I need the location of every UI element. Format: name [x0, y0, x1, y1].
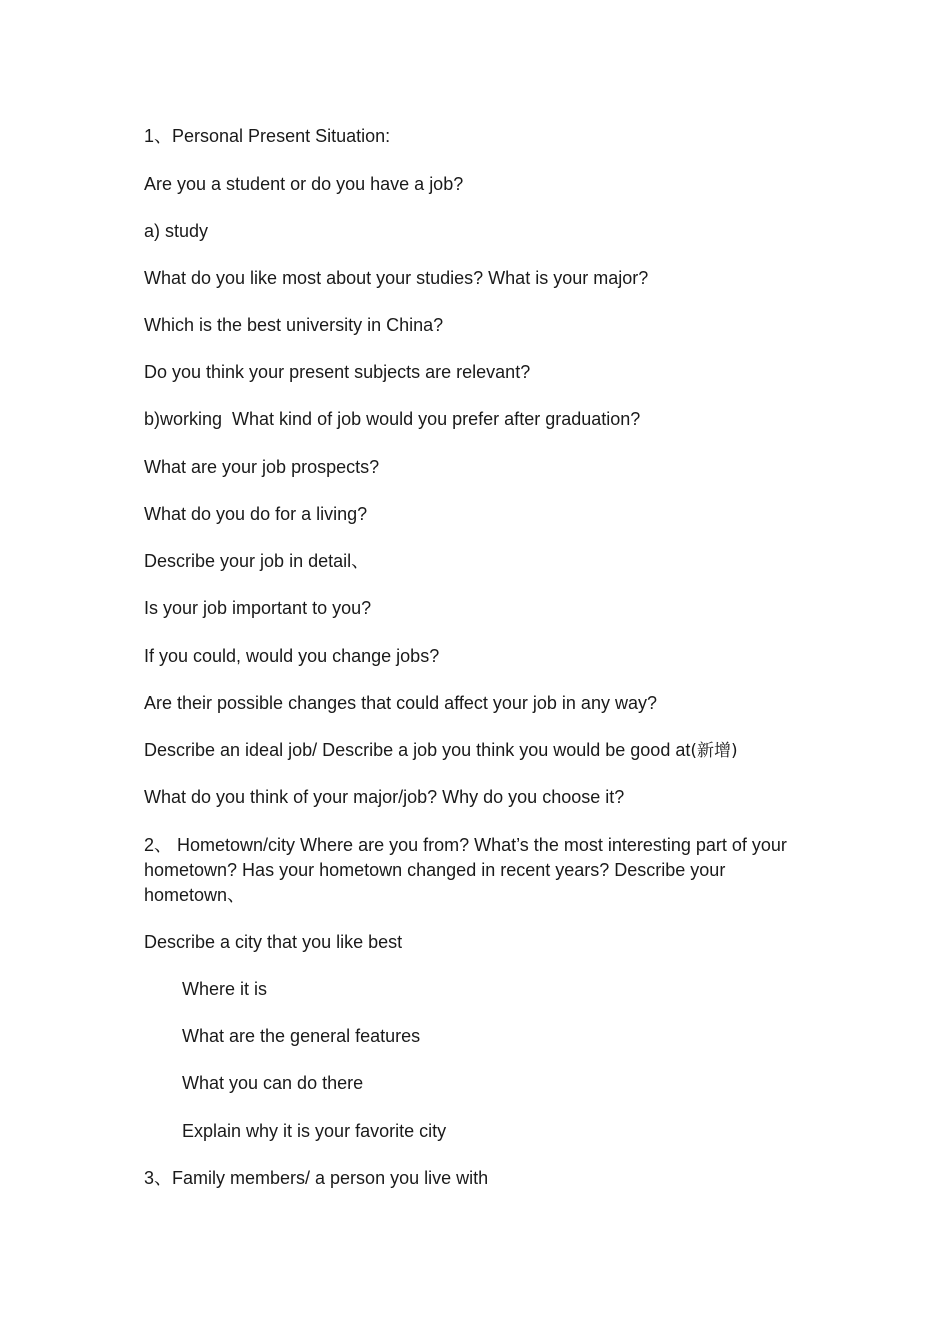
- question-line: What do you like most about your studies? What is your major?: [144, 268, 649, 288]
- question-line: Which is the best university in China?: [144, 315, 444, 335]
- question-line: What do you do for a living?: [144, 504, 368, 524]
- question-line: What are your job prospects?: [144, 457, 380, 477]
- sub-point-line: What you can do there: [182, 1073, 364, 1093]
- section-heading-personal-situation: 1、Personal Present Situation:: [144, 126, 391, 146]
- option-line: a) study: [144, 221, 209, 241]
- question-line: Are their possible changes that could affect your job in any way?: [144, 693, 657, 713]
- section-heading-family: 3、Family members/ a person you live with: [144, 1168, 489, 1188]
- question-line: What do you think of your major/job? Why do you choose it?: [144, 787, 625, 807]
- new-tag: (新增): [690, 741, 738, 761]
- option-line: b)working What kind of job would you prefer after graduation?: [144, 409, 641, 429]
- question-line: Is your job important to you?: [144, 598, 372, 618]
- sub-point-line: Where it is: [182, 979, 268, 999]
- question-text: Describe an ideal job/ Describe a job you think you would be good at: [144, 740, 691, 760]
- section-heading-hometown: 2、 Hometown/city Where are you from? What’s the most interesting part of your hometown? Has your hometown changed in recent years? Describe your hometown、: [144, 835, 792, 905]
- question-line: Describe your job in detail、: [144, 551, 370, 571]
- sub-point-line: Explain why it is your favorite city: [182, 1121, 447, 1141]
- question-line-ideal-job: [144, 738, 814, 764]
- question-line: Describe a city that you like best: [144, 932, 403, 952]
- question-line: Do you think your present subjects are relevant?: [144, 362, 531, 382]
- question-line: Are you a student or do you have a job?: [144, 174, 464, 194]
- question-line: If you could, would you change jobs?: [144, 646, 440, 666]
- sub-point-line: What are the general features: [182, 1026, 421, 1046]
